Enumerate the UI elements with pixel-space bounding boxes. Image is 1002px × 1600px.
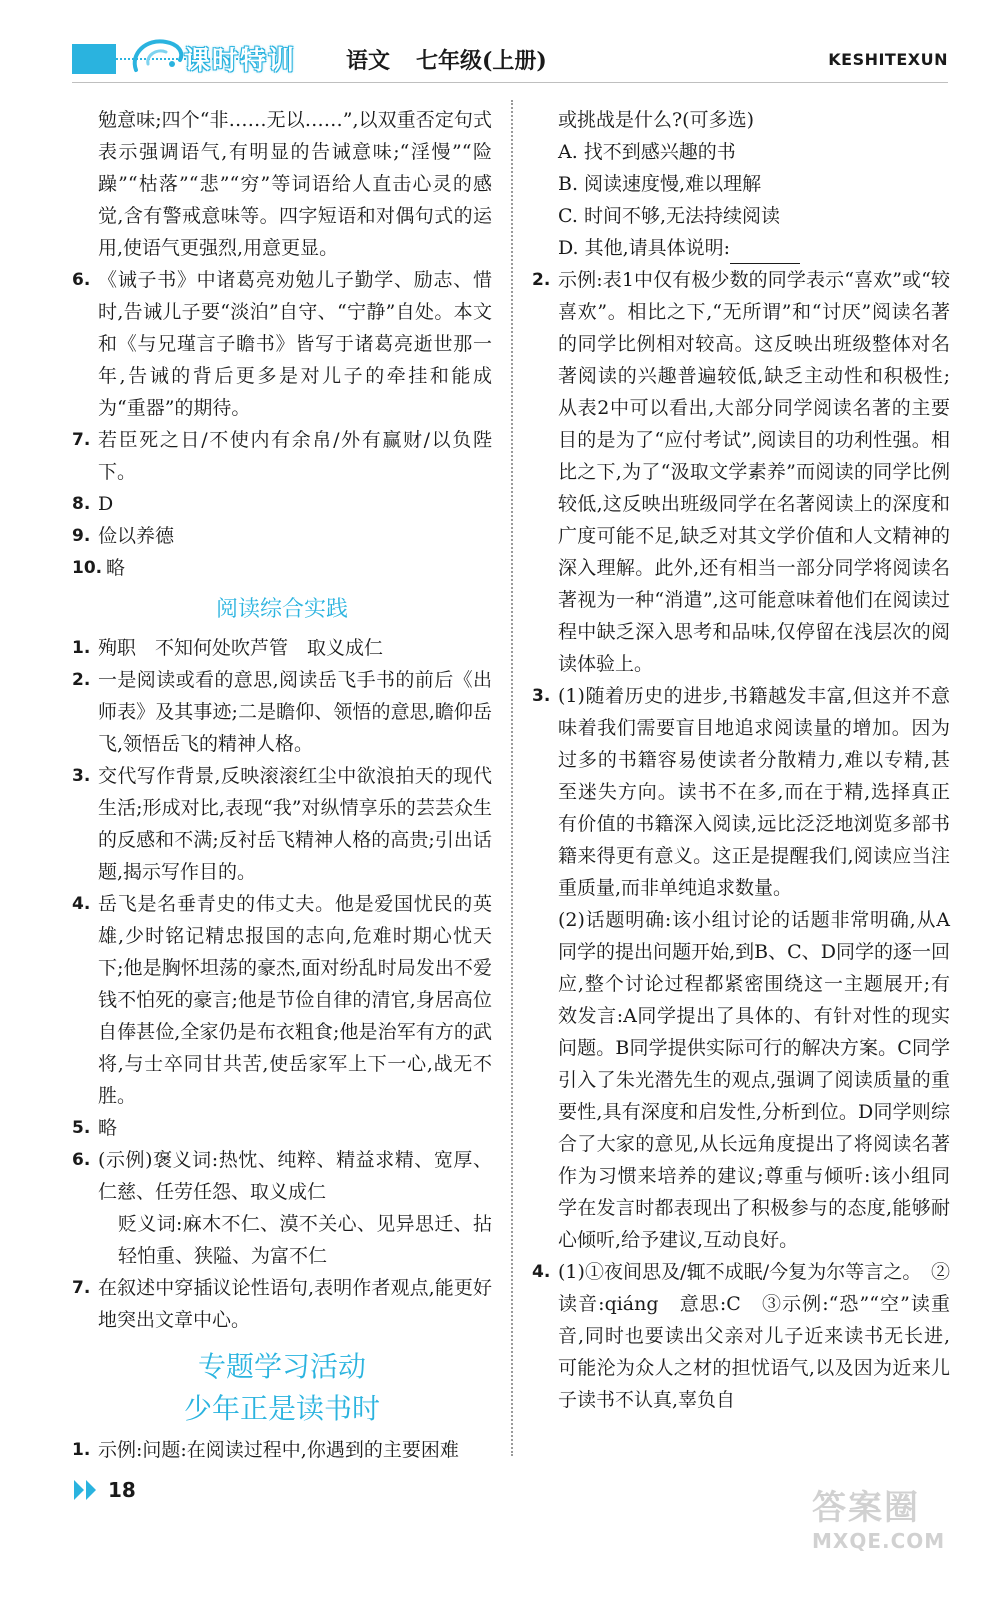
topic-title: 专题学习活动	[197, 1350, 366, 1383]
item-number: 4.	[72, 894, 91, 914]
answer-item	[532, 1256, 950, 1416]
option-a: A. 找不到感兴趣的书	[558, 141, 736, 163]
answer-item	[72, 1112, 492, 1144]
answer-item	[532, 680, 950, 904]
item-number: 6.	[72, 270, 91, 290]
item-text: 若臣死之日/不使内有余帛/外有赢财/以负陛下。	[98, 429, 492, 483]
item-text: 交代写作背景,反映滚滚红尘中欲浪拍天的现代生活;形成对比,表现“我”对纵情享乐的芸芸众生的反感和不满;反衬岳飞精神人格的高贵;引出话题,揭示写作目的。	[98, 765, 492, 883]
swirl-icon	[128, 34, 188, 78]
brand-label: KESHITEXUN	[828, 50, 948, 69]
answer-item	[72, 264, 492, 424]
item-text: 示例:问题:在阅读过程中,你遇到的主要困难	[98, 1439, 459, 1461]
page-header	[0, 0, 1002, 90]
answer-item	[72, 760, 492, 888]
item-text: 在叙述中穿插议论性语句,表明作者观点,能更好地突出文章中心。	[98, 1277, 492, 1331]
answer-item	[72, 632, 492, 664]
item-number: 1.	[72, 638, 91, 658]
item-text: 俭以养德	[98, 525, 175, 547]
item-number: 4.	[532, 1262, 551, 1282]
option-b: B. 阅读速度慢,难以理解	[558, 173, 762, 195]
item-number: 10.	[72, 558, 103, 578]
item-continuation: (2)话题明确:该小组讨论的话题非常明确,从A同学的提出问题开始,到B、C、D同学的逐一回应,整个讨论过程都紧密围绕这一主题展开;有效发言:A同学提出了具体的、有针对性的现实问题。B同学提供实际可行的解决方案。C同学引入了朱光潜先生的观点,强调了阅读质量的重要性,具有深度和启发性,分析到位。D同学则综合了大家的意见,从长远角度提出了将阅读名著作为习惯来培养的建议;尊重与倾听:该小组同学在发言时都表现出了积极参与的态度,能够耐心倾听,给予建议,互动良好。	[558, 909, 950, 1251]
item-text: 略	[106, 557, 126, 579]
item-number: 2.	[532, 270, 551, 290]
answer-item	[72, 1144, 492, 1208]
item-continuation: 或挑战是什么?(可多选)	[558, 109, 755, 131]
answer-item	[72, 1272, 492, 1336]
series-logo	[128, 34, 318, 78]
answer-item	[72, 488, 492, 520]
answer-item	[72, 664, 492, 760]
item-text: 略	[98, 1117, 118, 1139]
right-column	[532, 104, 950, 1416]
item-number: 2.	[72, 670, 91, 690]
item-text: 岳飞是名垂青史的伟丈夫。他是爱国忧民的英雄,少时铭记精忠报国的志向,危难时期心忧天下;他是胸怀坦荡的豪杰,面对纷乱时局发出不爱钱不怕死的豪言;他是节俭自律的清官,身居高位自俸甚俭,全家仍是布衣粗食;他是治军有方的武将,与士卒同甘共苦,使岳家军上下一心,战无不胜。	[98, 893, 492, 1107]
answer-item	[72, 888, 492, 1112]
option-c: C. 时间不够,无法持续阅读	[558, 205, 780, 227]
item-number: 1.	[72, 1440, 91, 1460]
grade-label: 七年级(上册)	[416, 48, 547, 74]
item-number: 7.	[72, 430, 91, 450]
answer-blank	[730, 245, 800, 264]
watermark-sub: MXQE.COM	[812, 1529, 946, 1553]
intro-paragraph: 勉意味;四个“非……无以……”,以双重否定句式表示强调语气,有明显的告诫意味;“淫慢”“险躁”“枯落”“悲”“穷”等词语给人直击心灵的感觉,含有警戒意味等。四字短语和对偶句式的运用,使语气更强烈,用意更显。	[98, 109, 492, 259]
option-d	[532, 232, 950, 264]
answer-list-b	[72, 632, 492, 1336]
topic-subtitle: 少年正是读书时	[183, 1392, 380, 1425]
watermark-main: 答案圈	[812, 1488, 920, 1528]
section-heading: 阅读综合实践	[215, 597, 348, 622]
item-number: 8.	[72, 494, 91, 514]
answer-item	[72, 1434, 492, 1466]
answer-item	[72, 520, 492, 552]
item-text: 示例:表1中仅有极少数的同学表示“喜欢”或“较喜欢”。相比之下,“无所谓”和“讨厌”阅读名著的同学比例相对较高。这反映出班级整体对名著阅读的兴趣普遍较低,缺乏主动性和积极性;从表2中可以看出,大部分同学阅读名著的主要目的是为了“应付考试”,阅读目的功利性强。相比之下,为了“汲取文学素养”而阅读的同学比例较低,这反映出班级同学在名著阅读上的深度和广度可能不足,缺乏对其文学价值和人文精神的深入理解。此外,还有相当一部分同学将阅读名著视为一种“消遣”,这可能意味着他们在阅读过程中缺乏深入思考和品味,仅停留在浅层次的阅读体验上。	[558, 269, 950, 675]
header-color-bar	[72, 44, 116, 74]
watermark	[812, 1480, 972, 1570]
item-text: (1)①夜间思及/辄不成眠/今复为尔等言之。 ②读音:qiáng 意思:C ③示例:“恐”“空”读重音,同时也要读出父亲对儿子近来读书无长进,可能沦为众人之材的担忧语气,以及因为近来儿子读书不认真,辜负自	[558, 1261, 950, 1411]
left-column	[72, 104, 492, 1466]
item-number: 9.	[72, 526, 91, 546]
item-number: 7.	[72, 1278, 91, 1298]
double-chevron-icon	[72, 1478, 102, 1502]
item-text: 《诫子书》中诸葛亮劝勉儿子勤学、励志、惜时,告诫儿子要“淡泊”自守、“宁静”自处。本文和《与兄瑾言子瞻书》皆写于诸葛亮逝世那一年,告诫的背后更多是对儿子的牵挂和能成为“重器”的期待。	[98, 269, 492, 419]
item-number: 3.	[72, 766, 91, 786]
subject-label: 语文	[346, 48, 391, 74]
logo-text: 课时特训	[184, 46, 297, 76]
option-d-text: D. 其他,请具体说明:	[558, 237, 731, 259]
column-divider	[511, 100, 513, 1456]
item-text: 一是阅读或看的意思,阅读岳飞手书的前后《出师表》及其事迹;二是瞻仰、领悟的意思,瞻仰岳飞,领悟岳飞的精神人格。	[98, 669, 492, 755]
item-number: 3.	[532, 686, 551, 706]
item-text: (示例)褒义词:热忱、纯粹、精益求精、宽厚、仁慈、任劳任怨、取义成仁	[98, 1149, 492, 1203]
header-divider	[72, 82, 948, 83]
item-text: 殉职 不知何处吹芦管 取义成仁	[98, 637, 384, 659]
item-text: D	[98, 493, 114, 515]
item-number: 5.	[72, 1118, 91, 1138]
answer-item	[532, 264, 950, 680]
topic-heading-block	[72, 1346, 492, 1430]
page-number: 18	[108, 1478, 136, 1502]
item-number: 6.	[72, 1150, 91, 1170]
answer-item	[72, 552, 492, 584]
item-text: (1)随着历史的进步,书籍越发丰富,但这并不意味着我们需要盲目地追求阅读量的增加。因为过多的书籍容易使读者分散精力,难以专精,甚至迷失方向。读书不在多,而在于精,选择真正有价值的书籍深入阅读,远比泛泛地浏览多部书籍来得更有意义。这正是提醒我们,阅读应当注重质量,而非单纯追求数量。	[558, 685, 950, 899]
answer-list-a	[72, 264, 492, 584]
item-continuation: 贬义词:麻木不仁、漠不关心、见异思迁、拈轻怕重、狭隘、为富不仁	[118, 1213, 492, 1267]
answer-item	[72, 424, 492, 488]
